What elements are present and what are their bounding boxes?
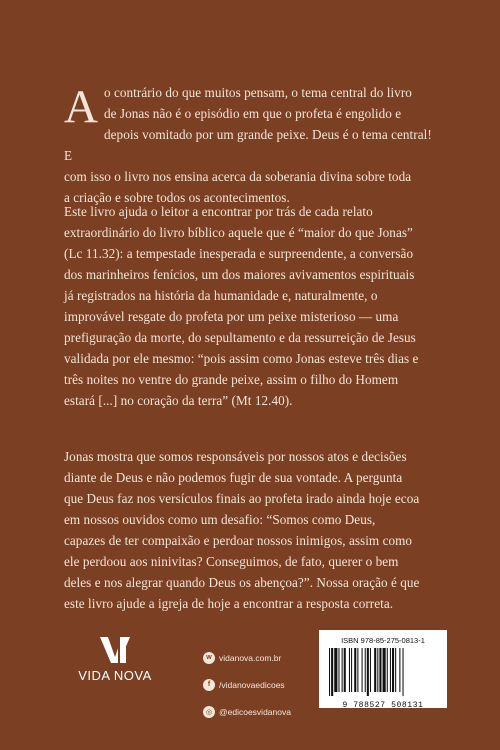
- instagram-link[interactable]: [203, 704, 291, 719]
- drop-cap: A: [64, 81, 98, 133]
- text-line: prefiguração da morte, do sepultamento e da ressurreição de Jesus: [64, 330, 416, 345]
- publisher-logo: [62, 635, 168, 683]
- barcode-digits: 9 788527 508131: [342, 701, 424, 710]
- vida-nova-logo-icon: [98, 635, 132, 665]
- text-line: Jonas mostra que somos responsáveis por nossos atos e decisões: [64, 449, 407, 464]
- text-line: que Deus faz nos versículos finais ao profeta irado ainda hoje ecoa: [64, 491, 420, 506]
- instagram-text: @edicoesvidanova: [219, 706, 291, 717]
- instagram-icon: ◎: [203, 706, 215, 718]
- text-line: (Lc 11.32): a tempestade inesperada e surpreendente, a conversão: [64, 246, 414, 261]
- facebook-link[interactable]: [203, 677, 291, 692]
- text-line: extraordinário do livro bíblico aquele que é “maior do que Jonas”: [64, 225, 413, 240]
- third-paragraph: [64, 446, 442, 614]
- text-line: estará [...] no coração da terra” (Mt 12.40).: [64, 393, 293, 408]
- isbn-label: ISBN 978-85-275-0813-1: [341, 636, 425, 645]
- text-line: em nossos ouvidos como um desafio: “Somos como Deus,: [64, 512, 376, 527]
- text-line: depois vomitado por um grande peixe. Deus é o tema central! E: [64, 127, 432, 163]
- text-line: capazes de ter compaixão e perdoar nossos inimigos, assim como: [64, 533, 413, 548]
- text-line: diante de Deus e não podemos fugir de sua vontade. A pergunta: [64, 470, 403, 485]
- facebook-text: /vidanovaedicoes: [219, 679, 285, 690]
- barcode-bars: [327, 648, 439, 698]
- text-line: três noites no ventre do grande peixe, assim o filho do Homem: [64, 372, 399, 387]
- text-line: ele perdoou aos ninivitas? Conseguimos, de fato, querer o bem: [64, 554, 399, 569]
- website-link[interactable]: [203, 650, 291, 665]
- text-line: dos marinheiros fenícios, um dos maiores avivamentos espirituais: [64, 267, 415, 282]
- text-line: este livro ajude a igreja de hoje a encontrar a resposta correta.: [64, 596, 394, 611]
- globe-icon: w: [203, 652, 215, 664]
- text-line: o contrário do que muitos pensam, o tema central do livro: [104, 85, 412, 100]
- text-line: a criação e sobre todos os acontecimentos.: [64, 190, 290, 205]
- text-line: com isso o livro nos ensina acerca da soberania divina sobre toda: [64, 169, 412, 184]
- text-line: validada por ele mesmo: “pois assim como Jonas esteve três dias e: [64, 351, 419, 366]
- text-line: deles e nos alegrar quando Deus os abençoa?”. Nossa oração é que: [64, 575, 420, 590]
- text-line: de Jonas não é o episódio em que o profeta é engolido e: [104, 106, 402, 121]
- intro-paragraph: [64, 82, 442, 208]
- second-paragraph: [64, 201, 442, 411]
- text-line: Este livro ajuda o leitor a encontrar por trás de cada relato: [64, 204, 373, 219]
- website-text: vidanova.com.br: [219, 652, 282, 663]
- barcode: [319, 630, 447, 708]
- publisher-name: VIDA NOVA: [78, 668, 152, 683]
- text-line: já registrados na história da humanidade e, naturalmente, o: [64, 288, 378, 303]
- social-links: [203, 650, 291, 731]
- text-line: improvável resgate do profeta por um peixe misterioso — uma: [64, 309, 399, 324]
- facebook-icon: f: [203, 679, 215, 691]
